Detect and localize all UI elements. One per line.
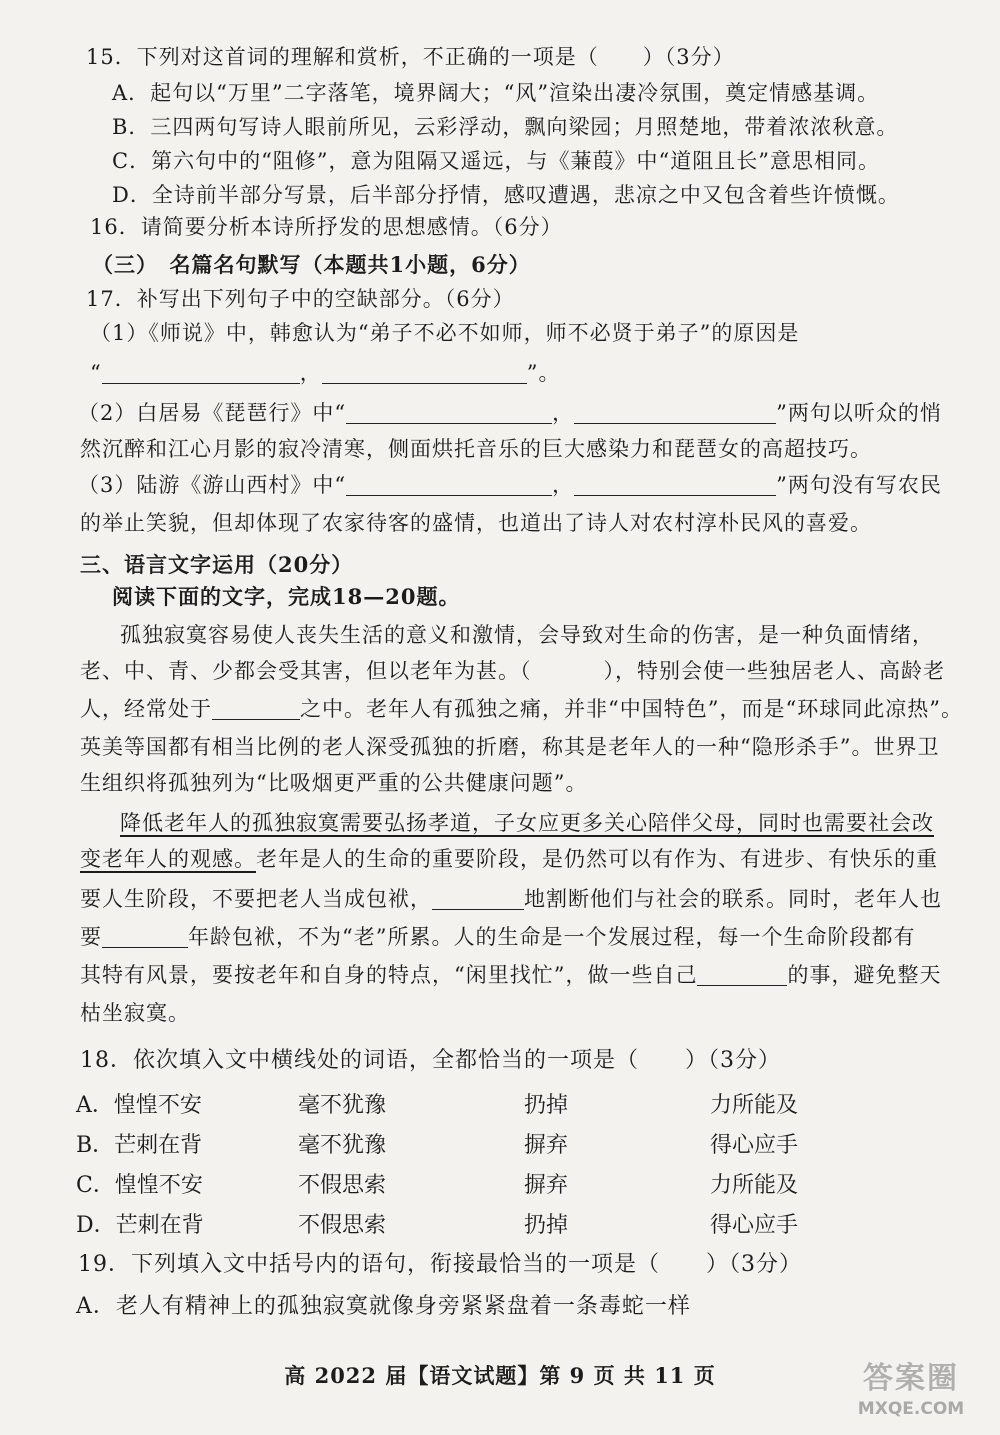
passage-line-9: 要 年龄包袱，不为“老”所累。人的生命是一个发展过程，每一个生命阶段都有 <box>80 925 916 949</box>
q15-option-c: C．第六句中的“阻修”，意为阻隔又遥远，与《蒹葭》中“道阻且长”意思相同。 <box>112 149 881 173</box>
q15-stem: 15．下列对这首词的理解和赏析，不正确的一项是（ ）（3分） <box>86 45 735 69</box>
passage-line-11: 枯坐寂寞。 <box>80 1001 190 1025</box>
q15-option-a: A．起句以“万里”二字落笔，境界阔大；“风”渲染出凄冷氛围，奠定情感基调。 <box>112 81 880 105</box>
q17-blank-6[interactable] <box>574 473 776 496</box>
passage-line-2: 老、中、青、少都会受其害，但以老年为甚。（ ），特别会使一些独居老人、高龄老 <box>80 659 945 683</box>
q17-part3-line2: 的举止笑貌，但却体现了农家待客的盛情，也道出了诗人对农村淳朴民风的喜爱。 <box>80 511 872 535</box>
q17-part3-line1: （3）陆游《游山西村》中“ ， ”两句没有写农民 <box>78 473 942 497</box>
reading-intro: 阅读下面的文字，完成18—20题。 <box>112 584 461 609</box>
q17-blank-2[interactable] <box>322 361 527 384</box>
passage-line-3: 人，经常处于 之中。老年人有孤独之痛，并非“中国特色”，而是“环球同此凉热”。 <box>80 697 963 721</box>
q18-option-row[interactable]: C．惶惶不安 不假思索 摒弃 力所能及 <box>76 1173 799 1198</box>
page-footer: 高 2022 届【语文试题】第 9 页 共 11 页 <box>284 1363 716 1388</box>
passage-line-7: 变老年人的观感。老年是人的生命的重要阶段，是仍然可以有作为、有进步、有快乐的重 <box>80 847 938 871</box>
section-3-heading: 三、语言文字运用（20分） <box>80 552 354 577</box>
q17-blank-5[interactable] <box>346 473 552 496</box>
section-c-heading: （三） 名篇名句默写（本题共1小题，6分） <box>92 252 531 277</box>
passage-blank-2[interactable] <box>432 887 524 910</box>
q17-stem: 17．补写出下列句子中的空缺部分。（6分） <box>86 287 515 311</box>
passage-blank-3[interactable] <box>102 925 188 948</box>
q15-option-b: B．三四两句写诗人眼前所见，云彩浮动，飘向梁园；月照楚地，带着浓浓秋意。 <box>112 115 899 139</box>
q17-blank-1[interactable] <box>102 361 300 384</box>
q19-option-a: A．老人有精神上的孤独寂寞就像身旁紧紧盘着一条毒蛇一样 <box>76 1294 691 1319</box>
passage-blank-4[interactable] <box>697 963 787 986</box>
watermark-url: MXQE.COM <box>857 1399 965 1419</box>
watermark <box>836 1360 986 1430</box>
passage-blank-1[interactable] <box>212 697 300 720</box>
q18-stem: 18．依次填入文中横线处的词语，全都恰当的一项是（ ）（3分） <box>80 1048 781 1073</box>
q17-part2-line1: （2）白居易《琵琶行》中“ ， ”两句以听众的悄 <box>78 401 942 425</box>
passage-line-5: 生组织将孤独列为“比吸烟更严重的公共健康问题”。 <box>80 771 588 795</box>
q18-option-row[interactable]: D．芒刺在背 不假思索 扔掉 得心应手 <box>76 1213 799 1238</box>
q17-blank-4[interactable] <box>574 401 776 424</box>
q15-option-d: D．全诗前半部分写景，后半部分抒情，感叹遭遇，悲凉之中又包含着些许愤慨。 <box>112 183 900 207</box>
watermark-logo: 答案圈 <box>863 1361 959 1396</box>
passage-line-1: 孤独寂寞容易使人丧失生活的意义和激情，会导致对生命的伤害，是一种负面情绪， <box>120 623 934 647</box>
q17-part1-line1: （1）《师说》中，韩愈认为“弟子不必不如师，师不必贤于弟子”的原因是 <box>90 321 800 345</box>
q18-options <box>76 1086 836 1246</box>
passage-line-6-underlined: 降低老年人的孤独寂寞需要弘扬孝道，子女应更多关心陪伴父母，同时也需要社会改 <box>120 811 934 835</box>
q17-blank-3[interactable] <box>346 401 552 424</box>
passage-line-4: 英美等国都有相当比例的老人深受孤独的折磨，称其是老年人的一种“隐形杀手”。世界卫 <box>80 735 940 759</box>
q18-option-row[interactable]: B．芒刺在背 毫不犹豫 摒弃 得心应手 <box>76 1133 799 1158</box>
q17-part1-line2: “ ， ”。 <box>90 361 561 385</box>
passage-line-10: 其特有风景，要按老年和自身的特点，“闲里找忙”，做一些自己 的事，避免整天 <box>80 963 942 987</box>
q17-part2-line2: 然沉醉和江心月影的寂冷清寒，侧面烘托音乐的巨大感染力和琵琶女的高超技巧。 <box>80 437 872 461</box>
q18-option-row[interactable]: A．惶惶不安 毫不犹豫 扔掉 力所能及 <box>76 1093 799 1118</box>
passage-line-8: 要人生阶段，不要把老人当成包袱， 地割断他们与社会的联系。同时，老年人也 <box>80 887 942 911</box>
q16-stem: 16．请简要分析本诗所抒发的思想感情。（6分） <box>90 215 563 239</box>
q19-stem: 19．下列填入文中括号内的语句，衔接最恰当的一项是（ ）（3分） <box>78 1252 802 1277</box>
